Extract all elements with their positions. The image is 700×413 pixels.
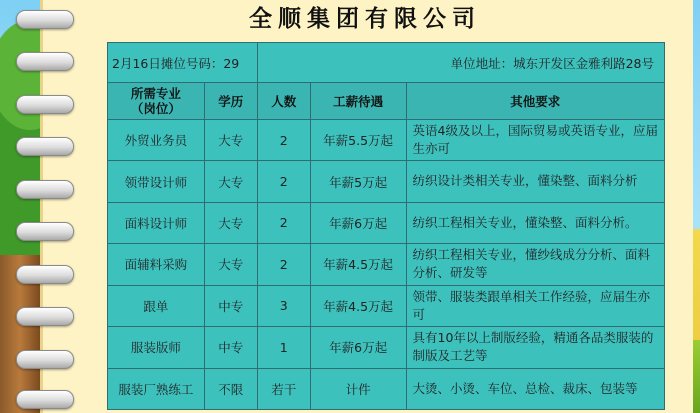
header-education: 学历 xyxy=(204,83,257,119)
spiral-ring xyxy=(16,137,74,156)
cell-position: 面料设计师 xyxy=(108,202,205,243)
cell-requirements: 纺织工程相关专业，懂染整、面料分析。 xyxy=(406,202,664,243)
cell-education: 大专 xyxy=(204,119,257,160)
date-booth-number: 2月16日摊位号码：29 xyxy=(108,43,258,83)
cell-salary: 年薪6万起 xyxy=(310,327,406,368)
cell-requirements: 具有10年以上制版经验，精通各品类服装的制版及工艺等 xyxy=(406,327,664,368)
spiral-ring xyxy=(16,95,74,114)
header-requirements: 其他要求 xyxy=(406,83,664,119)
table-row xyxy=(108,161,665,202)
cell-salary: 年薪5.5万起 xyxy=(310,119,406,160)
spiral-ring xyxy=(16,390,74,409)
cell-education: 中专 xyxy=(204,327,257,368)
cell-requirements: 领带、服装类跟单相关工作经验，应届生亦可 xyxy=(406,285,664,326)
cell-education: 大专 xyxy=(204,202,257,243)
cell-requirements: 纺织工程相关专业，懂纱线成分分析、面料分析、研发等 xyxy=(406,244,664,285)
cell-education: 中专 xyxy=(204,285,257,326)
cell-position: 外贸业务员 xyxy=(108,119,205,160)
spiral-ring xyxy=(16,307,74,326)
cell-requirements: 英语4级及以上，国际贸易或英语专业，应届生亦可 xyxy=(406,119,664,160)
spiral-ring xyxy=(16,222,74,241)
cell-education: 大专 xyxy=(204,161,257,202)
table-row xyxy=(108,119,665,160)
cell-salary: 计件 xyxy=(310,368,406,409)
table-row xyxy=(108,327,665,368)
cell-salary: 年薪4.5万起 xyxy=(310,285,406,326)
job-table xyxy=(107,42,665,410)
cell-salary: 年薪5万起 xyxy=(310,161,406,202)
spiral-ring xyxy=(16,52,74,71)
header-salary: 工薪待遇 xyxy=(310,83,406,119)
table-row xyxy=(108,285,665,326)
cell-position: 跟单 xyxy=(108,285,205,326)
table-row xyxy=(108,368,665,409)
company-address: 单位地址：城东开发区金雅利路28号 xyxy=(257,43,664,83)
header-count: 人数 xyxy=(257,83,310,119)
cell-requirements: 大烫、小烫、车位、总检、裁床、包装等 xyxy=(406,368,664,409)
table-row xyxy=(108,202,665,243)
cell-count: 2 xyxy=(257,119,310,160)
column-header-row xyxy=(108,83,665,119)
cell-position: 服装版师 xyxy=(108,327,205,368)
cell-count: 2 xyxy=(257,244,310,285)
info-row xyxy=(108,43,665,83)
cell-count: 2 xyxy=(257,161,310,202)
spiral-ring xyxy=(16,265,74,284)
cell-position: 面辅料采购 xyxy=(108,244,205,285)
cell-position: 领带设计师 xyxy=(108,161,205,202)
cell-salary: 年薪4.5万起 xyxy=(310,244,406,285)
spiral-ring xyxy=(16,350,74,369)
cell-count: 3 xyxy=(257,285,310,326)
cell-education: 大专 xyxy=(204,244,257,285)
cell-position: 服装厂熟练工 xyxy=(108,368,205,409)
spiral-ring xyxy=(16,180,74,199)
company-title: 全顺集团有限公司 xyxy=(249,5,481,32)
cell-count: 1 xyxy=(257,327,310,368)
cell-count: 2 xyxy=(257,202,310,243)
cell-count: 若干 xyxy=(257,368,310,409)
cell-education: 不限 xyxy=(204,368,257,409)
header-position: 所需专业 （岗位） xyxy=(108,83,205,119)
table-row xyxy=(108,244,665,285)
cell-salary: 年薪6万起 xyxy=(310,202,406,243)
cell-requirements: 纺织设计类相关专业，懂染整、面料分析 xyxy=(406,161,664,202)
